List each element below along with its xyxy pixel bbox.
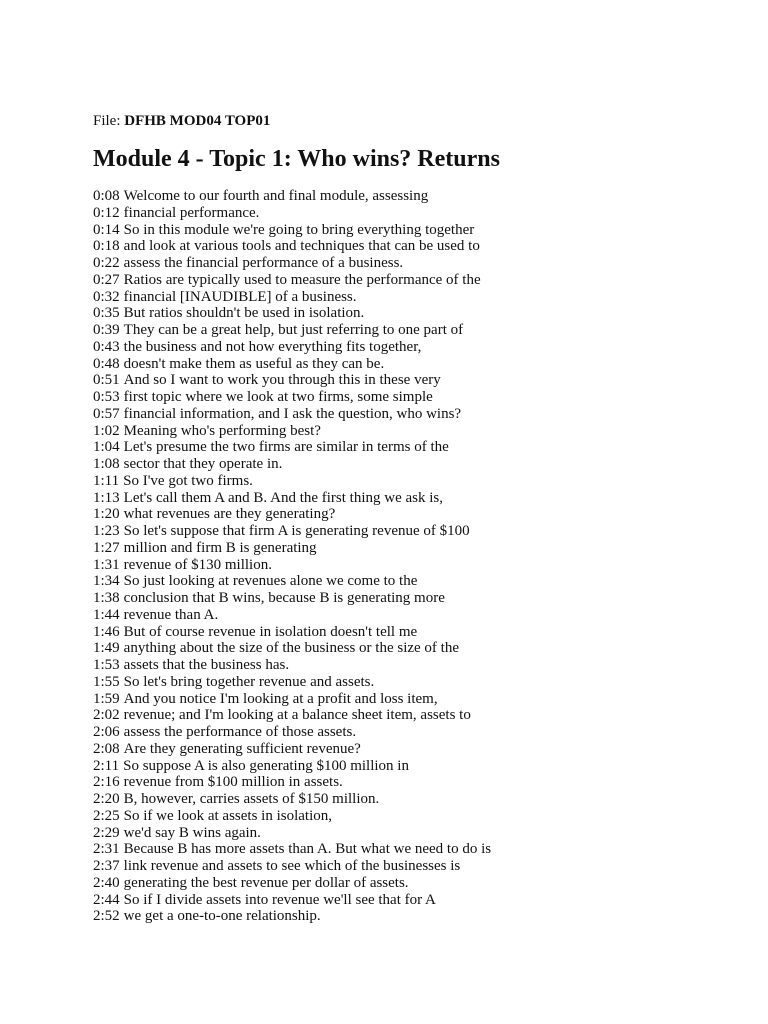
transcript-line <box>93 640 491 657</box>
transcript-line <box>93 908 491 925</box>
transcript-line <box>93 573 491 590</box>
transcript-text: the business and not how everything fits together, <box>123 338 422 355</box>
timestamp: 2:40 <box>93 874 120 891</box>
transcript-text: revenue than A. <box>123 606 219 623</box>
transcript-text: Ratios are typically used to measure the performance of the <box>123 271 481 288</box>
transcript <box>93 188 491 925</box>
transcript-text: first topic where we look at two firms, some simple <box>123 389 433 405</box>
timestamp: 2:20 <box>93 791 120 807</box>
transcript-line <box>93 774 491 791</box>
file-name: DFHB MOD04 TOP01 <box>124 113 271 129</box>
timestamp: 0:27 <box>93 271 120 288</box>
transcript-line <box>93 808 491 825</box>
transcript-text: So let's suppose that firm A is generating revenue of $100 <box>123 523 470 539</box>
file-label: File: <box>93 113 121 129</box>
transcript-line <box>93 674 491 691</box>
transcript-line <box>93 707 491 724</box>
timestamp: 2:16 <box>93 774 120 791</box>
timestamp: 0:14 <box>93 221 120 238</box>
transcript-text: But ratios shouldn't be used in isolation. <box>123 305 365 322</box>
timestamp: 0:39 <box>93 322 120 338</box>
transcript-line <box>93 858 491 875</box>
timestamp: 1:23 <box>93 523 120 539</box>
transcript-text: Welcome to our fourth and final module, assessing <box>123 188 429 204</box>
transcript-text: So if we look at assets in isolation, <box>123 807 332 824</box>
transcript-text: sector that they operate in. <box>123 456 283 472</box>
transcript-line <box>93 741 491 758</box>
transcript-line <box>93 875 491 892</box>
transcript-text: B, however, carries assets of $150 million. <box>123 791 380 807</box>
transcript-text: million and firm B is generating <box>123 539 317 556</box>
transcript-text: They can be a great help, but just referring to one part of <box>123 322 464 338</box>
transcript-line <box>93 758 491 775</box>
timestamp: 2:44 <box>93 891 120 908</box>
transcript-text: Because B has more assets than A. But what we need to do is <box>123 841 492 858</box>
transcript-text: And so I want to work you through this in these very <box>123 372 441 389</box>
transcript-line <box>93 607 491 624</box>
timestamp: 1:55 <box>93 673 120 690</box>
timestamp: 0:32 <box>93 288 120 305</box>
timestamp: 1:59 <box>93 690 120 707</box>
transcript-line <box>93 222 491 239</box>
transcript-text: assess the financial performance of a business. <box>123 255 404 271</box>
transcript-text: So I've got two firms. <box>123 472 253 489</box>
transcript-text: financial performance. <box>123 204 260 221</box>
transcript-line <box>93 305 491 322</box>
transcript-text: we get a one-to-one relationship. <box>123 908 321 925</box>
transcript-line <box>93 791 491 808</box>
transcript-line <box>93 238 491 255</box>
transcript-line <box>93 892 491 909</box>
transcript-line <box>93 372 491 389</box>
transcript-text: And you notice I'm looking at a profit and loss item, <box>123 690 438 707</box>
transcript-line <box>93 624 491 641</box>
timestamp: 1:08 <box>93 456 120 472</box>
transcript-text: anything about the size of the business or the size of the <box>123 640 460 657</box>
transcript-text: So in this module we're going to bring everything together <box>123 221 475 238</box>
timestamp: 2:25 <box>93 807 120 824</box>
transcript-line <box>93 841 491 858</box>
transcript-text: revenue; and I'm looking at a balance sheet item, assets to <box>123 707 471 724</box>
transcript-text: Let's call them A and B. And the first thing we ask is, <box>123 489 444 506</box>
transcript-text: generating the best revenue per dollar of assets. <box>123 874 409 891</box>
transcript-line <box>93 439 491 456</box>
transcript-line <box>93 406 491 423</box>
transcript-line <box>93 339 491 356</box>
file-info <box>93 112 270 130</box>
transcript-text: revenue of $130 million. <box>123 556 272 573</box>
transcript-line <box>93 825 491 842</box>
transcript-text: we'd say B wins again. <box>123 824 261 841</box>
transcript-line <box>93 540 491 557</box>
transcript-text: conclusion that B wins, because B is generating more <box>123 590 445 606</box>
document-title: Module 4 - Topic 1: Who wins? Returns <box>93 146 500 172</box>
timestamp: 1:49 <box>93 640 120 657</box>
transcript-text: So suppose A is also generating $100 million in <box>123 757 409 774</box>
transcript-line <box>93 557 491 574</box>
transcript-line <box>93 322 491 339</box>
timestamp: 2:08 <box>93 740 120 757</box>
transcript-text: assess the performance of those assets. <box>123 724 357 740</box>
transcript-line <box>93 456 491 473</box>
timestamp: 0:43 <box>93 338 120 355</box>
timestamp: 2:11 <box>93 757 120 774</box>
transcript-line <box>93 289 491 306</box>
timestamp: 1:13 <box>93 489 120 506</box>
transcript-line <box>93 490 491 507</box>
transcript-line <box>93 724 491 741</box>
transcript-text: assets that the business has. <box>123 657 290 673</box>
timestamp: 1:53 <box>93 657 120 673</box>
timestamp: 1:46 <box>93 623 120 640</box>
timestamp: 1:20 <box>93 506 120 523</box>
timestamp: 2:37 <box>93 858 120 874</box>
timestamp: 1:44 <box>93 606 120 623</box>
transcript-line <box>93 590 491 607</box>
timestamp: 1:02 <box>93 422 120 439</box>
transcript-line <box>93 205 491 222</box>
transcript-text: what revenues are they generating? <box>123 506 336 523</box>
transcript-line <box>93 356 491 373</box>
timestamp: 0:08 <box>93 188 120 204</box>
transcript-line <box>93 657 491 674</box>
timestamp: 0:53 <box>93 389 120 405</box>
timestamp: 2:52 <box>93 908 120 925</box>
transcript-text: and look at various tools and techniques that can be used to <box>123 238 480 255</box>
transcript-text: But of course revenue in isolation doesn't tell me <box>123 623 418 640</box>
transcript-line <box>93 389 491 406</box>
transcript-text: Let's presume the two firms are similar in terms of the <box>123 439 449 456</box>
transcript-line <box>93 272 491 289</box>
timestamp: 0:48 <box>93 355 120 372</box>
transcript-text: So let's bring together revenue and assets. <box>123 673 375 690</box>
timestamp: 1:34 <box>93 573 120 590</box>
transcript-text: So just looking at revenues alone we come to the <box>123 573 418 590</box>
transcript-line <box>93 506 491 523</box>
transcript-text: financial [INAUDIBLE] of a business. <box>123 288 357 305</box>
transcript-text: doesn't make them as useful as they can be. <box>123 355 385 372</box>
transcript-text: So if I divide assets into revenue we'll see that for A <box>123 891 436 908</box>
transcript-line <box>93 188 491 205</box>
timestamp: 0:22 <box>93 255 120 271</box>
transcript-text: revenue from $100 million in assets. <box>123 774 343 791</box>
timestamp: 0:18 <box>93 238 120 255</box>
transcript-line <box>93 255 491 272</box>
transcript-text: financial information, and I ask the question, who wins? <box>123 405 462 422</box>
timestamp: 0:35 <box>93 305 120 322</box>
timestamp: 2:02 <box>93 707 120 724</box>
timestamp: 1:31 <box>93 556 120 573</box>
transcript-text: Are they generating sufficient revenue? <box>123 740 361 757</box>
timestamp: 1:27 <box>93 539 120 556</box>
timestamp: 2:31 <box>93 841 120 858</box>
timestamp: 1:38 <box>93 590 120 606</box>
timestamp: 2:06 <box>93 724 120 740</box>
timestamp: 1:04 <box>93 439 120 456</box>
transcript-text: link revenue and assets to see which of the businesses is <box>123 858 461 874</box>
timestamp: 0:57 <box>93 405 120 422</box>
timestamp: 2:29 <box>93 824 120 841</box>
transcript-line <box>93 523 491 540</box>
transcript-line <box>93 473 491 490</box>
transcript-text: Meaning who's performing best? <box>123 422 321 439</box>
timestamp: 1:11 <box>93 472 120 489</box>
transcript-line <box>93 423 491 440</box>
transcript-line <box>93 691 491 708</box>
timestamp: 0:51 <box>93 372 120 389</box>
timestamp: 0:12 <box>93 204 120 221</box>
